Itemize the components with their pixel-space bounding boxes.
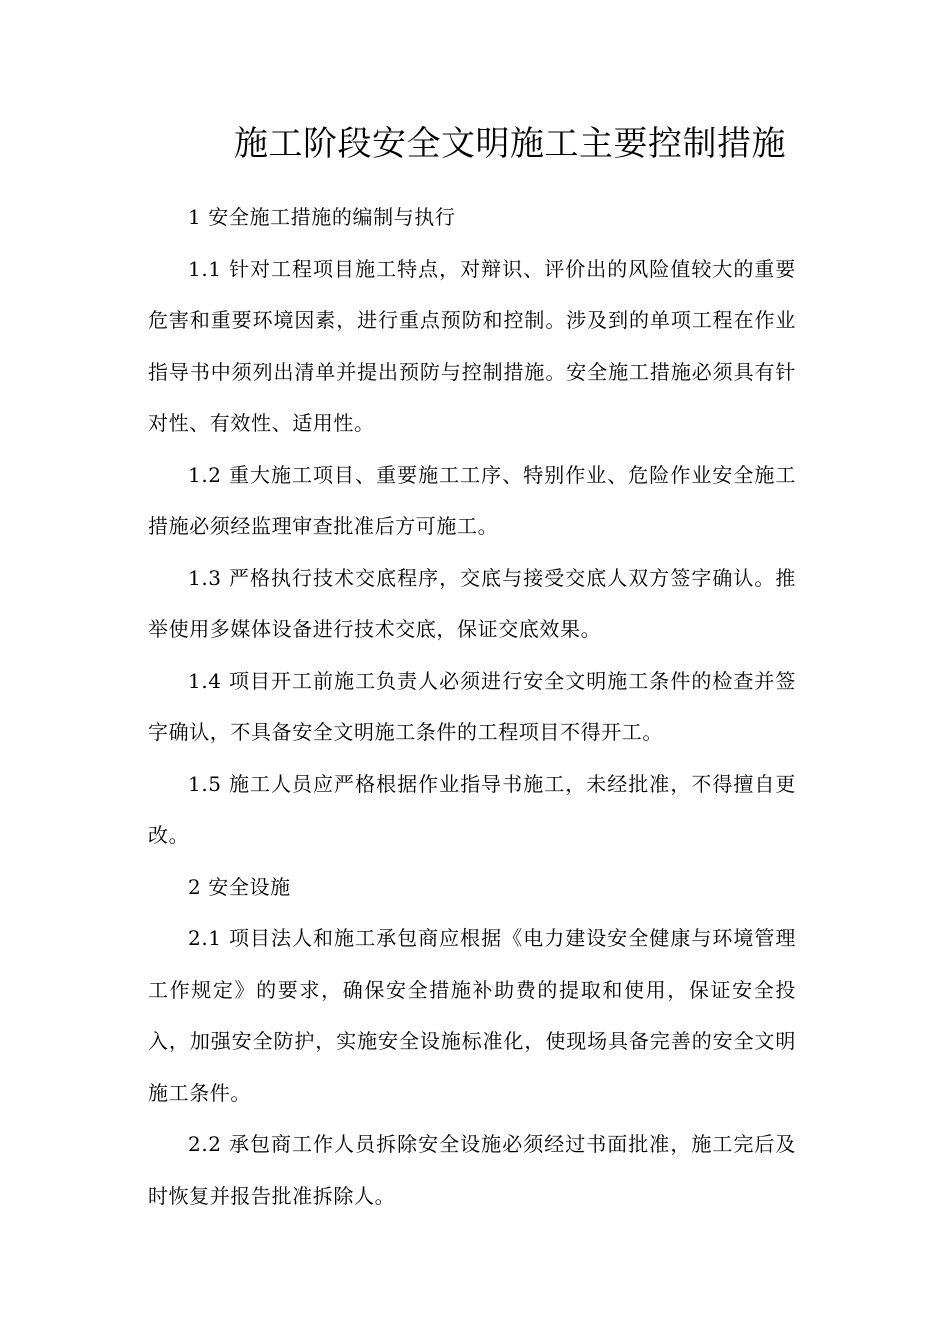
paragraph-1-1: 1.1 针对工程项目施工特点，对辩识、评价出的风险值较大的重要危害和重要环境因素，进行重点预防和控制。涉及到的单项工程在作业指导书中须列出清单并提出预防与控制措施。安全施工措施必须具有针对性、有效性、适用性。 (148, 256, 796, 435)
section-heading-2: 2 安全设施 (188, 874, 291, 899)
section-heading-1: 1 安全施工措施的编制与执行 (188, 205, 456, 229)
paragraph-2-1: 2.1 项目法人和施工承包商应根据《电力建设安全健康与环境管理工作规定》的要求，确保安全措施补助费的提取和使用，保证安全投入，加强安全防护，实施安全设施标准化，使现场具备完善的安全文明施工条件。 (148, 926, 796, 1105)
paragraph-1-4: 1.4 项目开工前施工负责人必须进行安全文明施工条件的检查并签字确认，不具备安全文明施工条件的工程项目不得开工。 (148, 668, 796, 744)
document-body (148, 192, 796, 1222)
document-title: 施工阶段安全文明施工主要控制措施 (234, 124, 786, 164)
paragraph-1-3: 1.3 严格执行技术交底程序，交底与接受交底人双方签字确认。推举使用多媒体设备进行技术交底，保证交底效果。 (148, 565, 796, 641)
paragraph-1-5: 1.5 施工人员应严格根据作业指导书施工，未经批准，不得擅自更改。 (148, 771, 796, 847)
paragraph-2-2: 2.2 承包商工作人员拆除安全设施必须经过书面批准，施工完后及时恢复并报告批准拆除人。 (148, 1132, 796, 1208)
paragraph-1-2: 1.2 重大施工项目、重要施工工序、特别作业、危险作业安全施工措施必须经监理审查批准后方可施工。 (148, 462, 796, 538)
